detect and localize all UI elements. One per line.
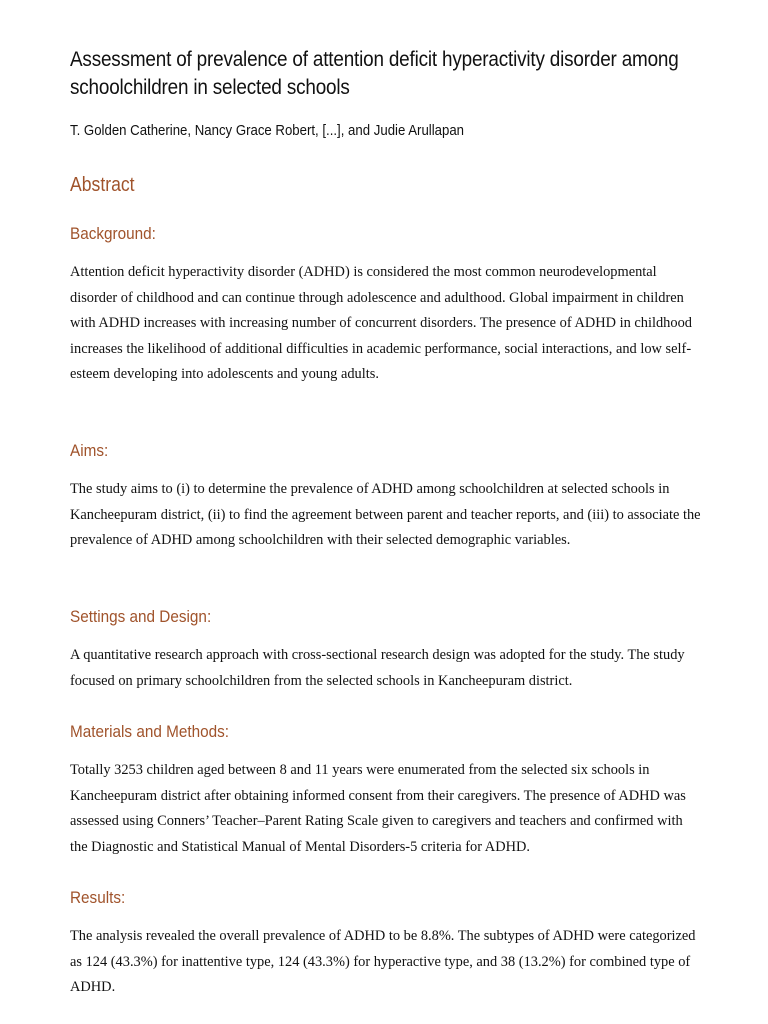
article: [70, 46, 700, 197]
abstract-heading: Abstract: [70, 174, 135, 196]
author-list[interactable]: T. Golden Catherine, Nancy Grace Robert, [...], and Judie Arullapan: [70, 122, 465, 139]
section-text: A quantitative research approach with cross-sectional research design was adopted for the study. The study focused on primary schoolchildren from the selected schools in Kancheepuram district.: [70, 647, 685, 689]
section-text: The study aims to (i) to determine the prevalence of ADHD among schoolchildren at selected schools in Kancheepuram district, (ii) to find the agreement between parent and teacher reports, and (iii) to associate the prevalence of ADHD among schoolchildren with their selected demographic variables.: [70, 481, 701, 548]
section-heading: Background:: [70, 224, 156, 243]
section-text: Attention deficit hyperactivity disorder (ADHD) is considered the most common neurodevelopmental disorder of childhood and can continue through adolescence and adulthood. Global impairment in children with ADHD increases with increasing number of concurrent disorders. The presence of ADHD in childhood increases the likelihood of additional difficulties in academic performance, social interactions, and low self-esteem developing into adolescents and young adults.: [70, 264, 692, 382]
section-text: Totally 3253 children aged between 8 and 11 years were enumerated from the selected six schools in Kancheepuram district after obtaining informed consent from their caregivers. The presence of ADHD was assessed using Conners’ Teacher–Parent Rating Scale given to caregivers and teachers and confirmed with the Diagnostic and Statistical Manual of Mental Disorders-5 criteria for ADHD.: [70, 762, 686, 855]
section-materials-methods: [70, 722, 710, 860]
article-title: Assessment of prevalence of attention deficit hyperactivity disorder among schoolchildren in selected schools: [70, 48, 679, 99]
section-heading: Results:: [70, 888, 126, 907]
section-results: [70, 888, 710, 1001]
section-heading: Materials and Methods:: [70, 722, 230, 741]
section-settings-design: [70, 607, 710, 694]
section-text: The analysis revealed the overall prevalence of ADHD to be 8.8%. The subtypes of ADHD were categorized as 124 (43.3%) for inattentive type, 124 (43.3%) for hyperactive type, and 38 (13.2%) for combined type of ADHD.: [70, 928, 696, 995]
section-heading: Settings and Design:: [70, 607, 212, 626]
section-aims: [70, 441, 710, 554]
section-background: [70, 224, 710, 388]
section-heading: Aims:: [70, 441, 109, 460]
